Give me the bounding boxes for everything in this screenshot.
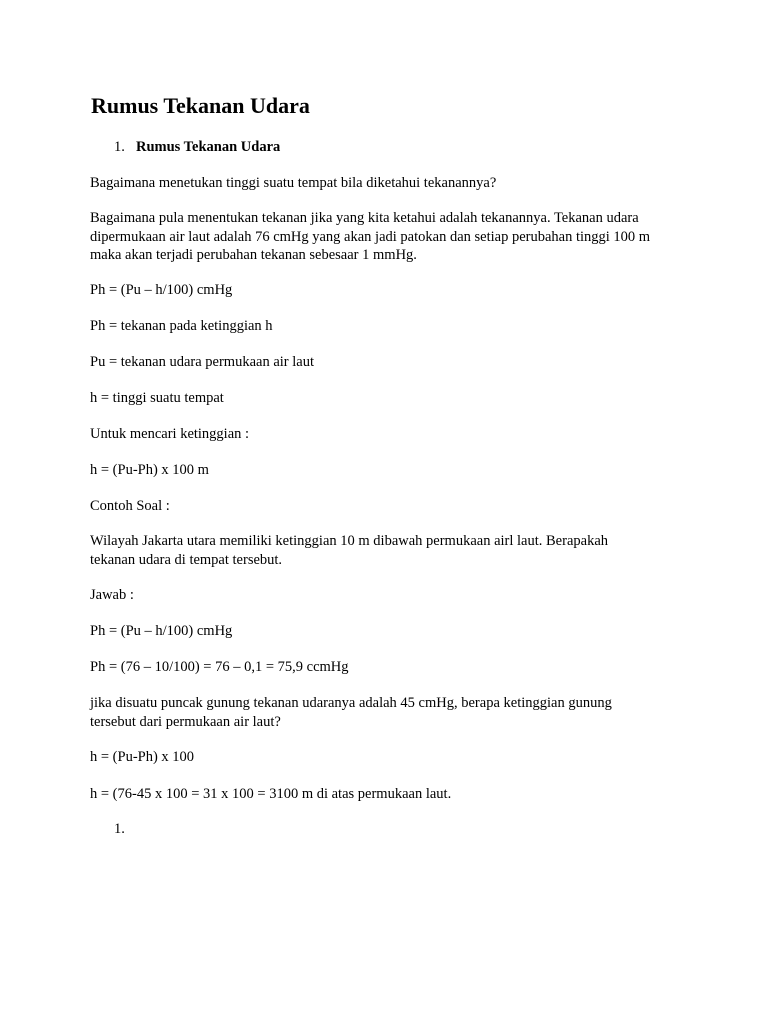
formula-pressure: Ph = (Pu – h/100) cmHg: [90, 282, 233, 298]
paragraph-line: tersebut dari permukaan air laut?: [90, 713, 281, 730]
paragraph-line: tekanan udara di tempat tersebut.: [90, 551, 283, 568]
list-number: 1.: [114, 821, 125, 837]
definition-ph: Ph = tekanan pada ketinggian h: [90, 318, 273, 334]
definition-pu: Pu = tekanan udara permukaan air laut: [90, 354, 314, 370]
answer-label: Jawab :: [90, 587, 134, 603]
definition-h: h = tinggi suatu tempat: [90, 390, 224, 406]
intro-paragraph: [90, 209, 690, 265]
answer-calculation: Ph = (76 – 10/100) = 76 – 0,1 = 75,9 ccmHg: [90, 659, 349, 675]
paragraph-line: dipermukaan air laut adalah 76 cmHg yang akan jadi patokan dan setiap perubahan tinggi 100 m: [90, 228, 651, 245]
list-item: [114, 138, 280, 156]
paragraph-line: jika disuatu puncak gunung tekanan udaranya adalah 45 cmHg, berapa ketinggian gunung: [90, 695, 612, 711]
example-question-2: [90, 694, 690, 731]
height-intro: Untuk mencari ketinggian :: [90, 426, 250, 442]
example-heading: Contoh Soal :: [90, 498, 170, 514]
question-paragraph: Bagaimana menetukan tinggi suatu tempat bila diketahui tekanannya?: [90, 175, 497, 191]
list-item: [114, 820, 136, 838]
document-title: Rumus Tekanan Udara: [91, 93, 310, 118]
section-heading: Rumus Tekanan Udara: [136, 139, 281, 155]
list-number: 1.: [114, 139, 125, 155]
answer-calculation-2: h = (76-45 x 100 = 31 x 100 = 3100 m di atas permukaan laut.: [90, 786, 452, 802]
answer-formula-2: h = (Pu-Ph) x 100: [90, 749, 195, 765]
formula-height: h = (Pu-Ph) x 100 m: [90, 462, 209, 478]
paragraph-line: Wilayah Jakarta utara memiliki ketinggian 10 m dibawah permukaan airl laut. Berapakah: [90, 533, 609, 549]
paragraph-line: maka akan terjadi perubahan tekanan sebesaar 1 mmHg.: [90, 247, 417, 263]
example-question-1: [90, 532, 690, 569]
paragraph-line: Bagaimana pula menentukan tekanan jika yang kita ketahui adalah tekanannya. Tekanan udara: [90, 210, 639, 226]
answer-formula: Ph = (Pu – h/100) cmHg: [90, 623, 233, 639]
